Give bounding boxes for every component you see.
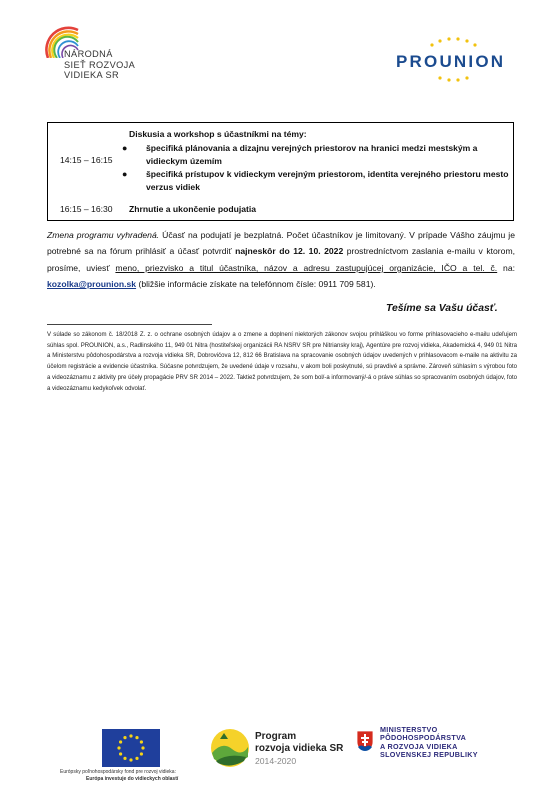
registration-notice (47, 227, 515, 293)
notice-text: na: (497, 262, 515, 273)
nsrv-logo-line: SIEŤ ROZVOJA (64, 59, 136, 70)
prv-title: Program (255, 731, 297, 742)
bullet-icon: ● (122, 169, 128, 179)
eu-fund-logo (60, 729, 210, 782)
ministry-logo (356, 726, 516, 778)
program-change-note: Zmena programu vyhradená. (47, 230, 160, 240)
list-item (120, 168, 510, 193)
schedule-table (47, 122, 514, 221)
ministry-line: A ROZVOJA VIDIEKA (380, 741, 458, 751)
ministry-line: MINISTERSTVO (380, 725, 438, 734)
notice-text: Účasť na podujatí je bezplatná. Počet účastníkov je limitovaný. V prípade Vášho záujmu je potrebné sa na fórum prihlásiť a účasť potvrdiť (47, 230, 515, 257)
schedule-topic-list (120, 142, 510, 194)
topic-text: špecifiká plánovania a dizajnu verejných priestorov na hranici medzi mestským a vidieckym územím (146, 143, 478, 166)
notice-text: prostredníctvom zaslania e-mailu v ktorom, prosíme, uviesť (47, 246, 515, 273)
eu-caption-motto: Európa investuje do vidieckych oblastí (86, 776, 179, 782)
prounion-stars-icon (396, 36, 516, 82)
eu-flag-icon (102, 729, 160, 767)
ministry-line: PÔDOHOSPODÁRSTVA (380, 733, 467, 743)
prv-landscape-emblem-icon (210, 727, 250, 769)
prv-period: 2014-2020 (255, 756, 297, 766)
nsrv-logo-line: NÁRODNÁ (64, 49, 113, 59)
topic-text: špecifiká prístupov k vidieckym verejným priestorom, identita verejného priestoru mesto verzus vidiek (146, 169, 509, 192)
schedule-time-cell: 16:15 – 16:30 (60, 204, 113, 214)
notice-text: (bližšie informácie získate na telefónnom čísle: 0911 709 581). (136, 279, 376, 290)
registration-deadline: najneskôr do 12. 10. 2022 (235, 246, 344, 257)
ministry-line: SLOVENSKEJ REPUBLIKY (380, 749, 478, 759)
nsrv-logo-text (64, 49, 135, 81)
required-fields: meno, priezvisko a titul účastníka, názov a adresu zastupujúcej organizácie, IČO a tel. č. (115, 262, 498, 273)
schedule-time-cell: 14:15 – 16:15 (60, 155, 113, 165)
prv-logo (210, 727, 360, 773)
contact-email-link[interactable]: kozolka@prounion.sk (47, 279, 137, 290)
eu-caption: Európsky poľnohospodársky fond pre rozvoj vidieka: (60, 769, 176, 775)
prounion-logo (396, 36, 516, 82)
schedule-closing-item: Zhrnutie a ukončenie podujatia (129, 204, 257, 214)
ministry-name (380, 726, 478, 759)
slovak-coat-of-arms-icon (356, 730, 374, 752)
footnote-divider (47, 324, 212, 325)
prounion-logo-text: PROUNION (396, 52, 506, 71)
nsrv-logo-line: VIDIEKA SR (64, 70, 120, 81)
prv-subtitle: rozvoja vidieka SR (255, 743, 344, 754)
schedule-heading: Diskusia a workshop s účastníkmi na témy: (129, 129, 307, 139)
nsrv-logo (40, 22, 160, 84)
gdpr-consent-text: V súlade so zákonom č. 18/2018 Z. z. o ochrane osobných údajov a o zmene a doplnení niektorých zákonov svojou prihláškou vo forme prihlasovacieho e-mailu udeľujem súhlas spol. PROUNION, a.s., Radlinského 11, 949 01 Nitra (hostiteľskej organizácii RA NSRV SR pre Nitriansky kraj), Agentúre pre rozvoj vidieka, Akademická 4, 949 01 Nitra a Ministerstvu pôdohospodárstva a rozvoja vidieka SR, Dobrovičova 12, 812 66 Bratislava na spracovanie osobných údajov uvedených v prihlasovacom e-maile na aktivitu za účelom registrácie a evidencie účastníka. Súčasne potvrdzujem, že uvedené údaje v rozsahu, v akom boli poskytnuté, sú pravdivé a správne. Zároveň súhlasím s výrobou foto a videozáznamu z aktivity pre účely propagácie PRV SR 2014 – 2022. Taktiež potvrdzujem, že som bol/-a informovaný/-á o práve súhlas so spracovaním osobných údajov, foto a videozáznamu kedykoľvek odvolať. (47, 332, 517, 392)
closing-greeting: Tešíme sa Vašu účasť. (386, 303, 498, 314)
bullet-icon: ● (122, 143, 128, 153)
list-item (120, 142, 510, 167)
